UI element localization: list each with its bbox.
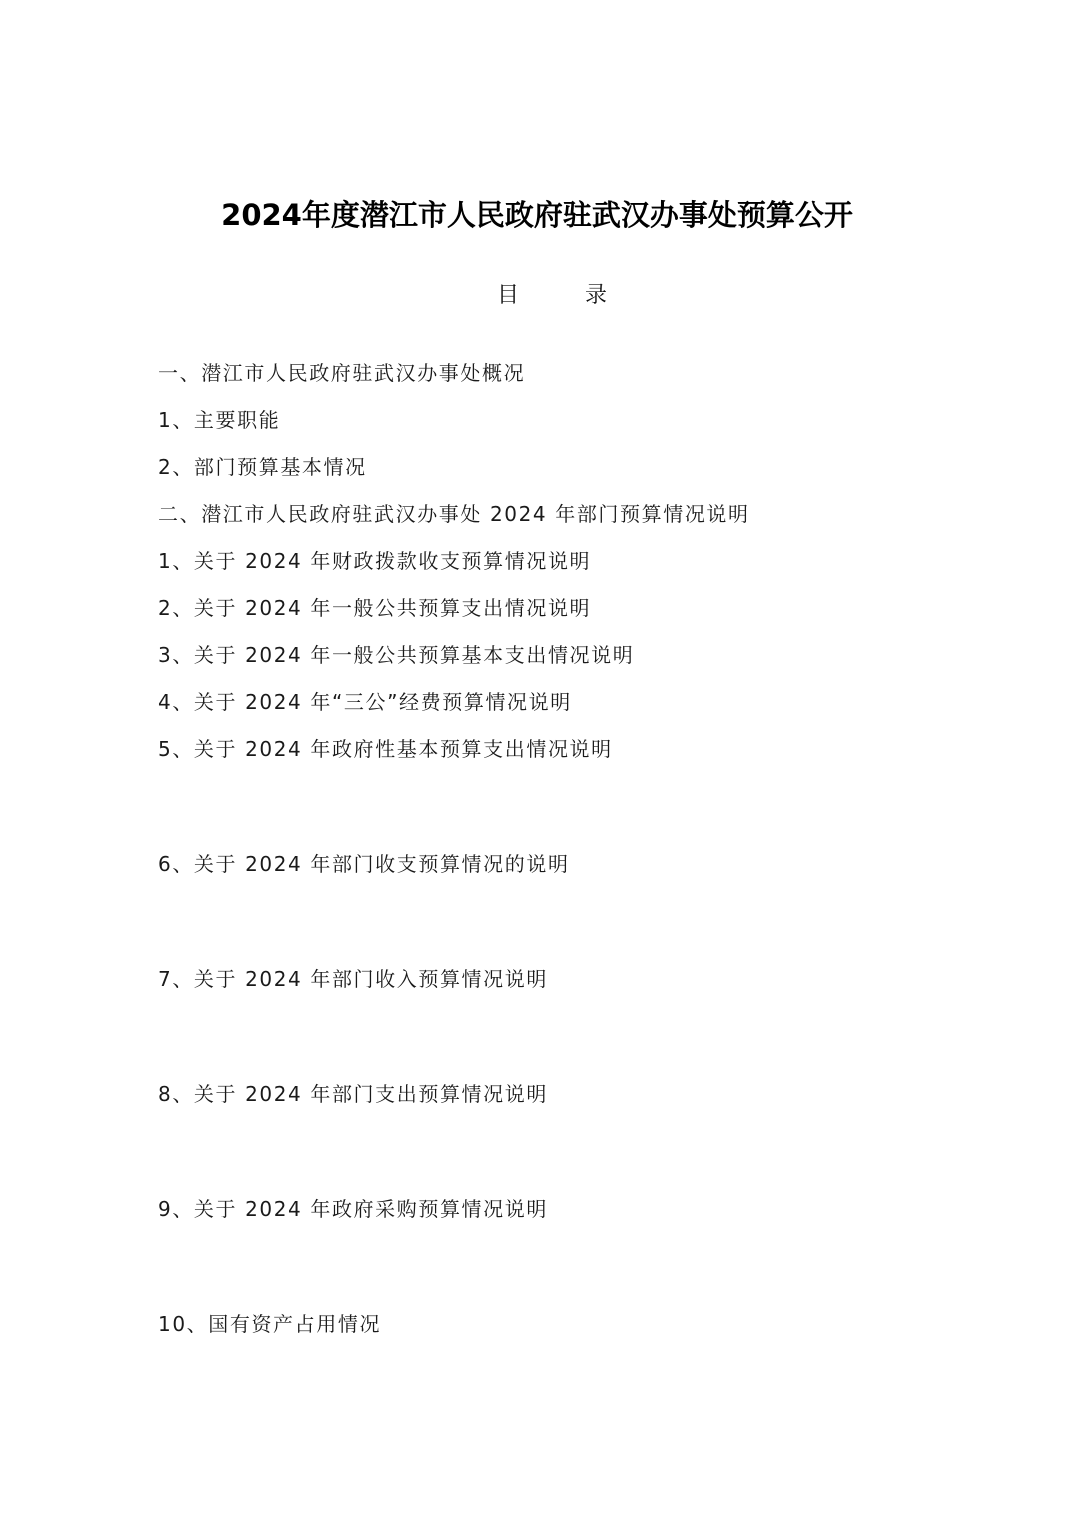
toc-heading xyxy=(497,278,607,314)
document-title: 2024年度潜江市人民政府驻武汉办事处预算公开 xyxy=(221,198,853,232)
toc-item-government-procurement: 9、关于 2024 年政府采购预算情况说明 xyxy=(158,1197,548,1221)
toc-section-overview: 一、潜江市人民政府驻武汉办事处概况 xyxy=(158,361,526,385)
toc-item-main-duties: 1、主要职能 xyxy=(158,408,281,432)
toc-section-budget-explanation: 二、潜江市人民政府驻武汉办事处 2024 年部门预算情况说明 xyxy=(158,502,750,526)
toc-item-government-fund-expenditure: 5、关于 2024 年政府性基本预算支出情况说明 xyxy=(158,737,613,761)
toc-heading-char-1: 目 xyxy=(497,283,520,308)
toc-item-fiscal-appropriation: 1、关于 2024 年财政拨款收支预算情况说明 xyxy=(158,549,592,573)
toc-heading-char-2: 录 xyxy=(585,283,608,308)
toc-item-department-income-expenditure: 6、关于 2024 年部门收支预算情况的说明 xyxy=(158,852,570,876)
toc-item-department-income: 7、关于 2024 年部门收入预算情况说明 xyxy=(158,967,548,991)
toc-item-state-assets: 10、国有资产占用情况 xyxy=(158,1312,382,1336)
toc-item-three-public-expenses: 4、关于 2024 年“三公”经费预算情况说明 xyxy=(158,690,572,714)
toc-item-budget-basics: 2、部门预算基本情况 xyxy=(158,455,367,479)
toc-item-general-public-basic-expenditure: 3、关于 2024 年一般公共预算基本支出情况说明 xyxy=(158,643,635,667)
toc-item-department-expenditure: 8、关于 2024 年部门支出预算情况说明 xyxy=(158,1082,548,1106)
toc-item-general-public-expenditure: 2、关于 2024 年一般公共预算支出情况说明 xyxy=(158,596,592,620)
